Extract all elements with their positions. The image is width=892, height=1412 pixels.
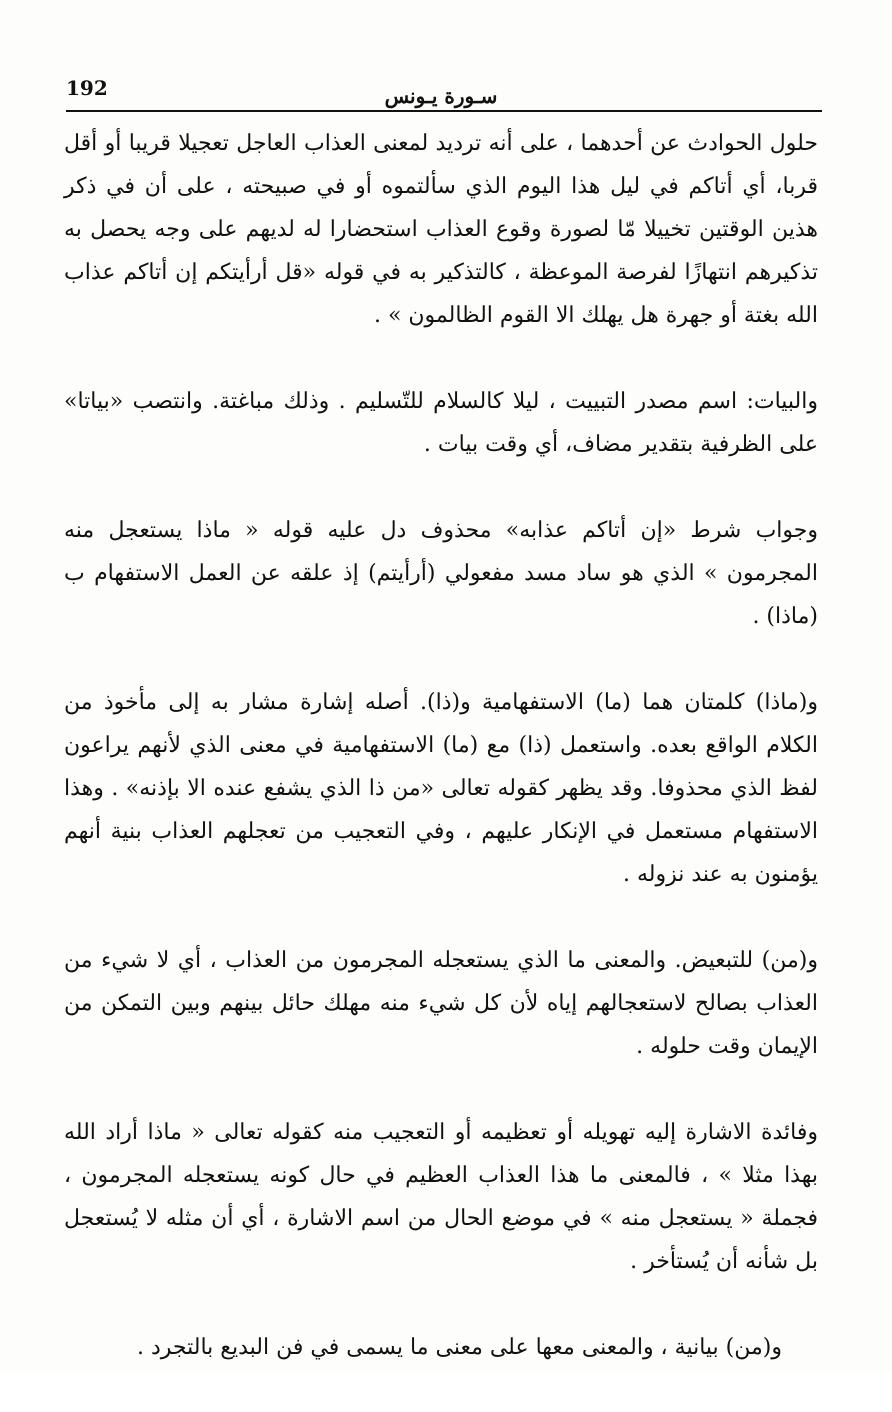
page-header	[66, 70, 816, 110]
page-body	[64, 122, 818, 1412]
paragraph: وفائدة الاشارة إليه تهويله أو تعظيمه أو التعجيب منه كقوله تعالى « ماذا أراد الله بهذا مثلا » ، فالمعنى ما هذا العذاب العظيم في حال كونه يستعجله المجرمون ، فجملة « يستعجل منه » في موضع الحال من اسم الاشارة ، أي أن مثله لا يُستعجل بل شأنه أن يُستأخر .	[64, 1120, 818, 1274]
paragraph: والبيات: اسم مصدر التبييت ، ليلا كالسلام للتّسليم . وذلك مباغتة. وانتصب «بياتا» على الظرفية بتقدير مضاف، أي وقت بيات .	[64, 389, 818, 457]
paragraph: وجواب شرط «إن أتاكم عذابه» محذوف دل عليه قوله « ماذا يستعجل منه المجرمون » الذي هو ساد مسد مفعولي (أرأيتم) إذ علقه عن العمل الاستفهام ب (ماذا) .	[64, 518, 818, 629]
paragraph: و(من) للتبعيض. والمعنى ما الذي يستعجله المجرمون من العذاب ، أي لا شيء من العذاب بصالح لاستعجالهم إياه لأن كل شيء منه مهلك حائل بينهم وبين التمكن من الإيمان وقت حلوله .	[64, 948, 818, 1059]
page-number: 192	[66, 76, 108, 100]
paragraph: و(من) بيانية ، والمعنى معها على معنى ما يسمى في فن البديع بالتجرد .	[136, 1335, 782, 1360]
surah-title: سـورة يـونس	[384, 84, 498, 108]
paragraph: و(ماذا) كلمتان هما (ما) الاستفهامية و(ذا). أصله إشارة مشار به إلى مأخوذ من الكلام الواقع بعده. واستعمل (ذا) مع (ما) الاستفهامية في معنى الذي لأنهم يراعون لفظ الذي محذوفا. وقد يظهر كقوله تعالى «من ذا الذي يشفع عنده الا بإذنه» . وهذا الاستفهام مستعمل في الإنكار عليهم ، وفي التعجيب من تعجلهم العذاب بنية أنهم يؤمنون به عند نزوله .	[64, 690, 818, 887]
paragraph: حلول الحوادث عن أحدهما ، على أنه ترديد لمعنى العذاب العاجل تعجيلا قريبا أو أقل قربا، أي أتاكم في ليل هذا اليوم الذي سألتموه أو في صبيحته ، على أن في ذكر هذين الوقتين تخييلا مّا لصورة وقوع العذاب استحضارا له لديهم على وجه يحصل به تذكيرهم انتهازًا لفرصة الموعظة ، كالتذكير به في قوله «قل أرأيتكم إن أتاكم عذاب الله بغتة أو جهرة هل يهلك الا القوم الظالمون » .	[64, 131, 818, 328]
header-divider	[66, 110, 822, 112]
